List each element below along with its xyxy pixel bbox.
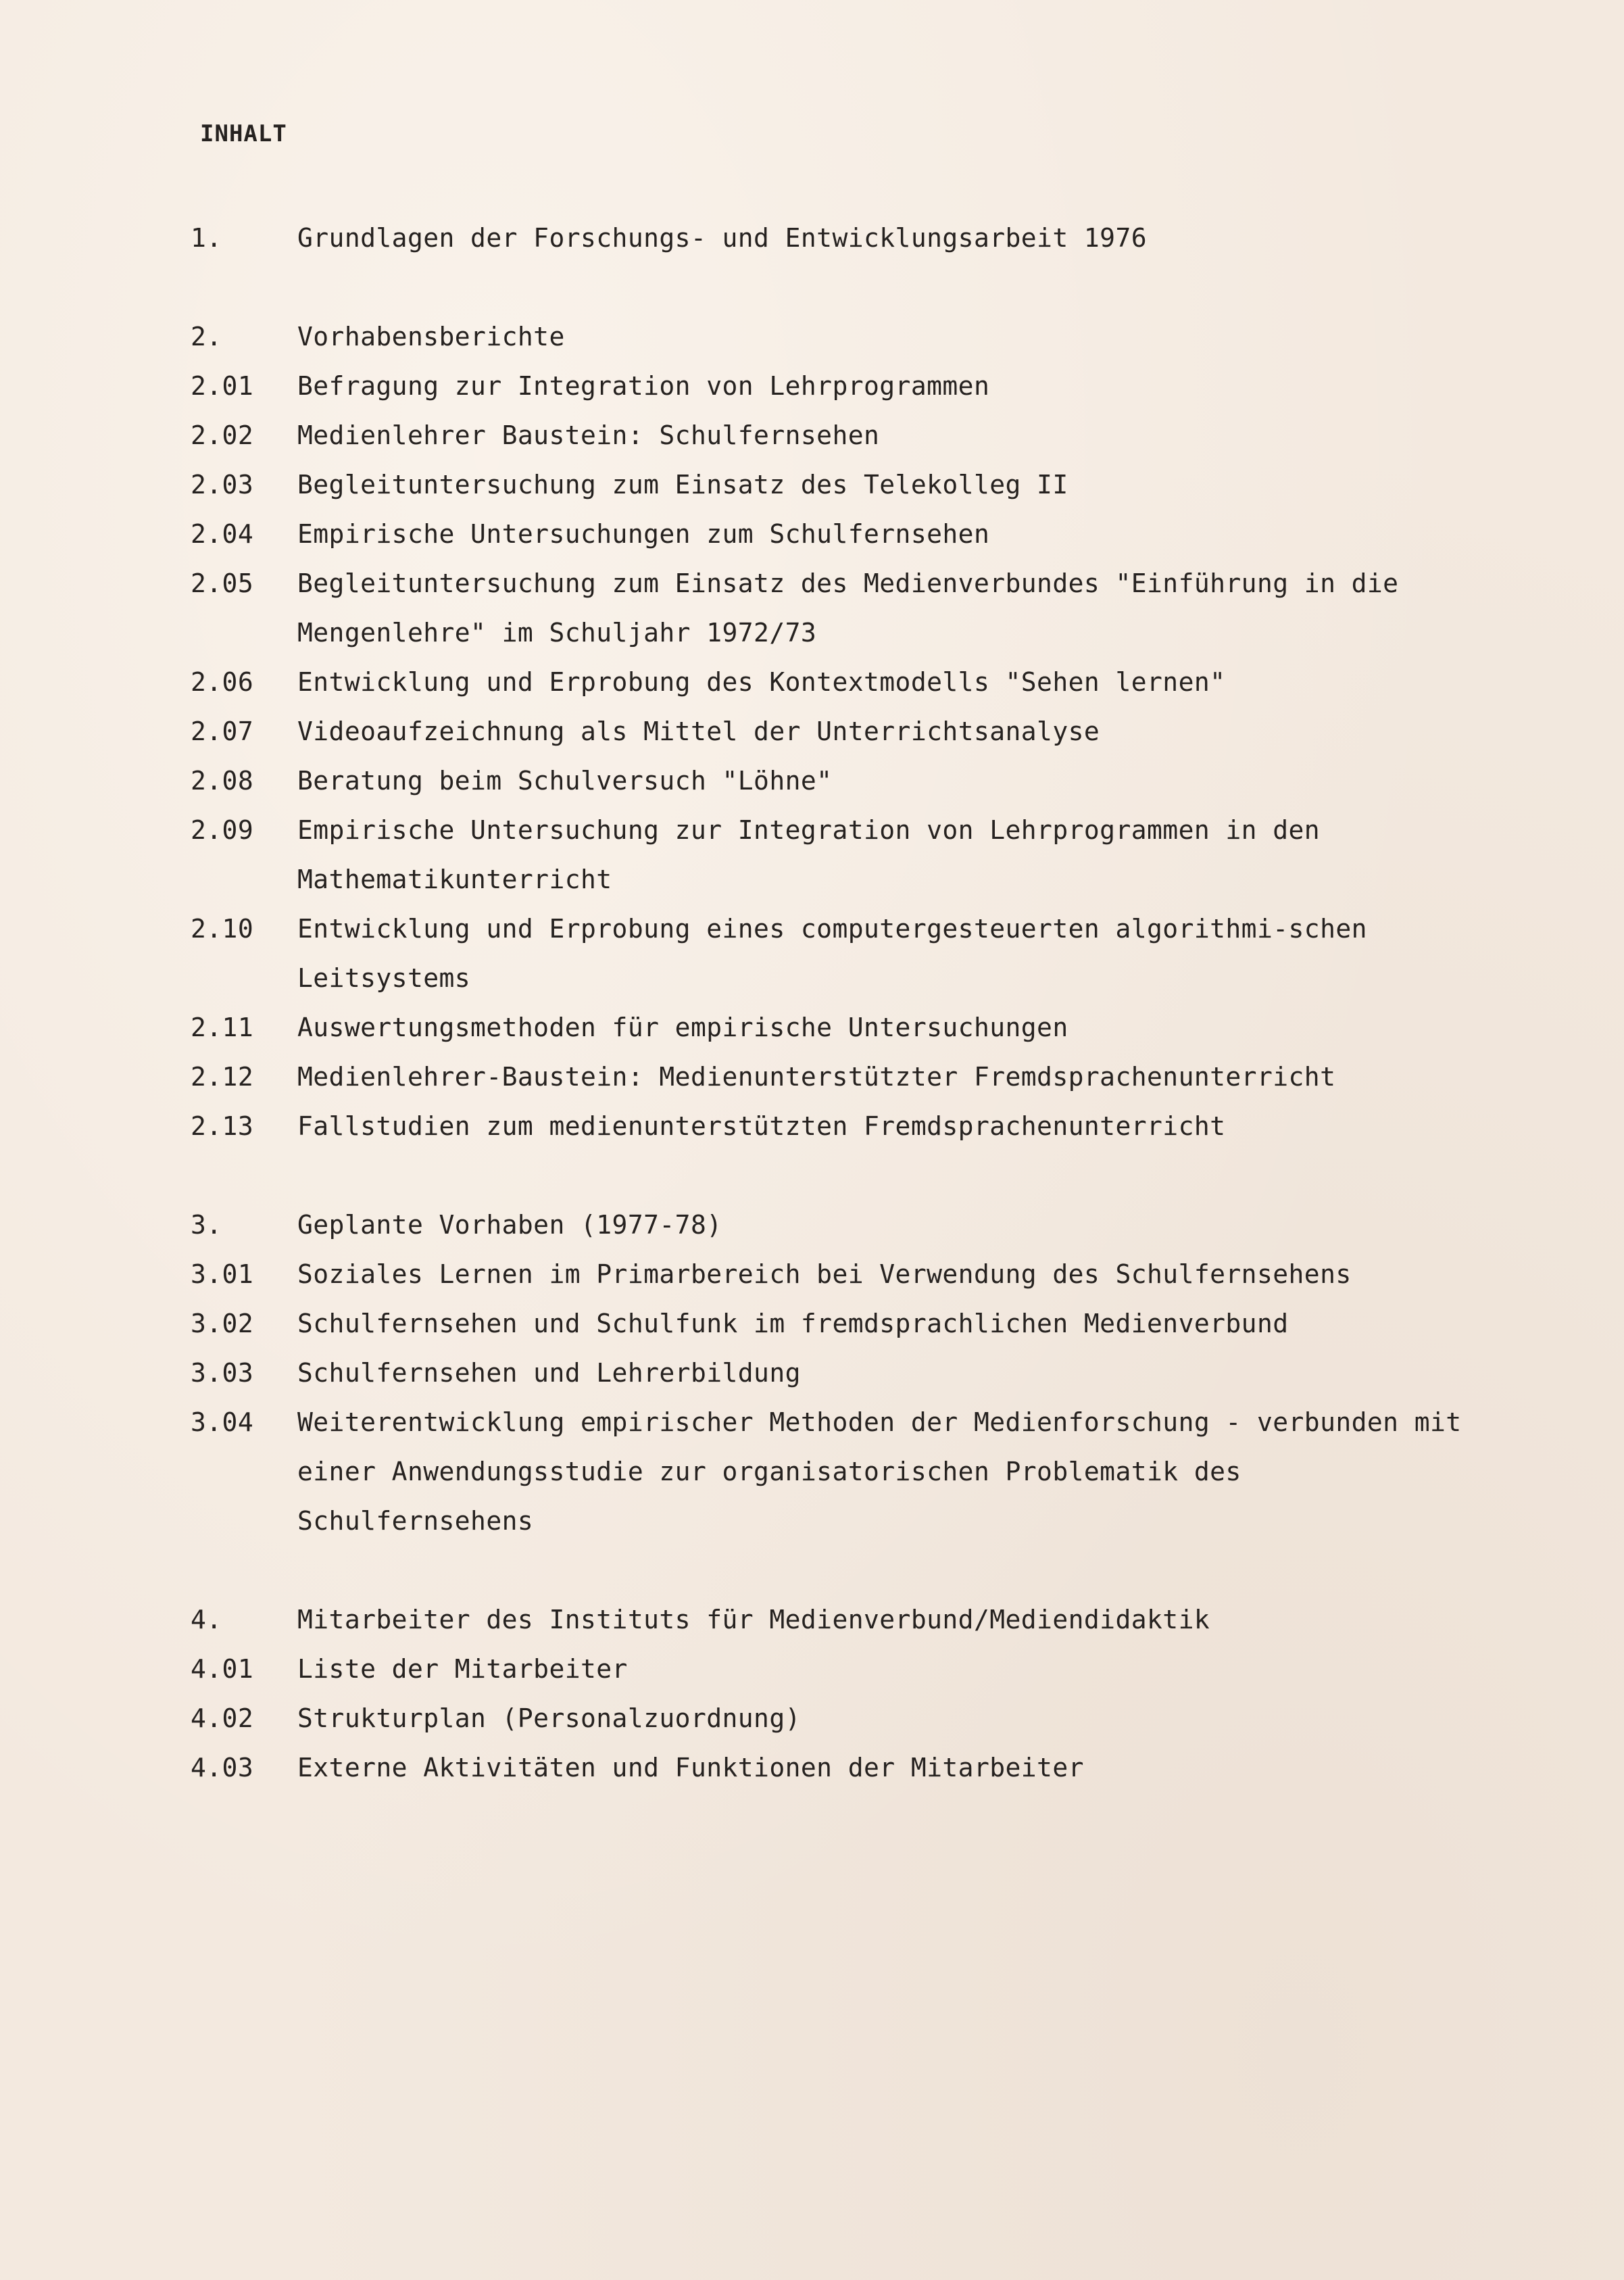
toc-entry-title: Auswertungsmethoden für empirische Untersuchungen [297, 1013, 1068, 1042]
toc-entry-title: Empirische Untersuchung zur Integration von Lehrprogrammen in den Mathematikunterricht [297, 815, 1321, 894]
toc-entry-number: 2.04 [191, 519, 254, 549]
toc-entry-number: 2.10 [191, 914, 254, 944]
toc-entry [191, 1349, 1488, 1398]
toc-entry-title: Vorhabensberichte [297, 322, 565, 351]
toc-entry-number: 4.01 [191, 1654, 254, 1684]
toc-entry [191, 559, 1488, 658]
toc-entry [191, 1102, 1488, 1151]
toc-entry [191, 362, 1488, 411]
table-of-contents [191, 214, 1488, 1793]
toc-entry-number: 2.13 [191, 1111, 254, 1141]
toc-entry-title: Soziales Lernen im Primarbereich bei Verwendung des Schulfernsehens [297, 1259, 1352, 1289]
toc-entry-number: 2.11 [191, 1013, 254, 1042]
toc-entry-title: Weiterentwicklung empirischer Methoden der Medienforschung - verbunden mit einer Anwendungsstudie zur organisatorischen Problematik des Schulfernsehens [297, 1407, 1462, 1536]
toc-entry [191, 411, 1488, 460]
toc-entry [191, 1694, 1488, 1743]
toc-entry-title: Entwicklung und Erprobung des Kontextmodells "Sehen lernen" [297, 667, 1226, 697]
toc-entry-title: Geplante Vorhaben (1977-78) [297, 1210, 722, 1240]
toc-entry-title: Videoaufzeichnung als Mittel der Unterrichtsanalyse [297, 717, 1100, 746]
toc-entry-title: Beratung beim Schulversuch "Löhne" [297, 766, 833, 796]
toc-entry [191, 756, 1488, 806]
toc-entry-number: 3.01 [191, 1259, 254, 1289]
toc-entry-number: 3.02 [191, 1309, 254, 1338]
section-gap [191, 1546, 1488, 1595]
toc-entry [191, 1003, 1488, 1052]
toc-entry-title: Liste der Mitarbeiter [297, 1654, 628, 1684]
toc-entry [191, 658, 1488, 707]
toc-entry-title: Schulfernsehen und Lehrerbildung [297, 1358, 801, 1388]
page-heading: INHALT [200, 120, 287, 147]
toc-entry-title: Entwicklung und Erprobung eines computergesteuerten algorithmi-schen Leitsystems [297, 914, 1367, 993]
toc-entry-number: 2.03 [191, 470, 254, 500]
toc-entry [191, 1645, 1488, 1694]
toc-entry-number: 3. [191, 1210, 222, 1240]
toc-entry-title: Begleituntersuchung zum Einsatz des Telekolleg II [297, 470, 1068, 500]
toc-entry [191, 1398, 1488, 1546]
toc-entry-number: 4.03 [191, 1753, 254, 1782]
toc-entry [191, 707, 1488, 756]
toc-entry-number: 2.09 [191, 815, 254, 845]
toc-entry-number: 3.03 [191, 1358, 254, 1388]
toc-entry-title: Externe Aktivitäten und Funktionen der Mitarbeiter [297, 1753, 1084, 1782]
toc-entry [191, 1299, 1488, 1349]
toc-entry [191, 312, 1488, 362]
toc-entry-number: 4.02 [191, 1703, 254, 1733]
toc-entry-number: 2.05 [191, 568, 254, 598]
toc-entry-number: 2.07 [191, 717, 254, 746]
toc-entry [191, 1595, 1488, 1645]
toc-entry-number: 2.08 [191, 766, 254, 796]
toc-entry-title: Grundlagen der Forschungs- und Entwicklungsarbeit 1976 [297, 223, 1148, 253]
toc-entry [191, 904, 1488, 1003]
toc-entry [191, 460, 1488, 510]
toc-entry [191, 1052, 1488, 1102]
toc-entry [191, 510, 1488, 559]
toc-entry-number: 1. [191, 223, 222, 253]
toc-entry-number: 3.04 [191, 1407, 254, 1437]
toc-entry-title: Strukturplan (Personalzuordnung) [297, 1703, 801, 1733]
toc-entry-number: 2.06 [191, 667, 254, 697]
toc-entry [191, 1200, 1488, 1250]
toc-entry-title: Fallstudien zum medienunterstützten Fremdsprachenunterricht [297, 1111, 1226, 1141]
toc-entry-title: Befragung zur Integration von Lehrprogrammen [297, 371, 990, 401]
toc-entry-title: Schulfernsehen und Schulfunk im fremdsprachlichen Medienverbund [297, 1309, 1289, 1338]
toc-entry [191, 1250, 1488, 1299]
section-gap [191, 1151, 1488, 1200]
toc-entry-number: 2.12 [191, 1062, 254, 1092]
toc-entry-title: Medienlehrer Baustein: Schulfernsehen [297, 420, 880, 450]
section-gap [191, 263, 1488, 312]
toc-entry-number: 4. [191, 1605, 222, 1634]
toc-entry [191, 1743, 1488, 1793]
toc-entry-title: Empirische Untersuchungen zum Schulfernsehen [297, 519, 990, 549]
toc-entry-title: Begleituntersuchung zum Einsatz des Medienverbundes "Einführung in die Mengenlehre" im Schuljahr 1972/73 [297, 568, 1399, 648]
toc-entry-number: 2.01 [191, 371, 254, 401]
toc-entry-number: 2. [191, 322, 222, 351]
toc-entry [191, 806, 1488, 904]
toc-entry-title: Medienlehrer-Baustein: Medienunterstützter Fremdsprachenunterricht [297, 1062, 1336, 1092]
toc-entry [191, 214, 1488, 263]
toc-entry-title: Mitarbeiter des Instituts für Medienverbund/Mediendidaktik [297, 1605, 1210, 1634]
toc-entry-number: 2.02 [191, 420, 254, 450]
